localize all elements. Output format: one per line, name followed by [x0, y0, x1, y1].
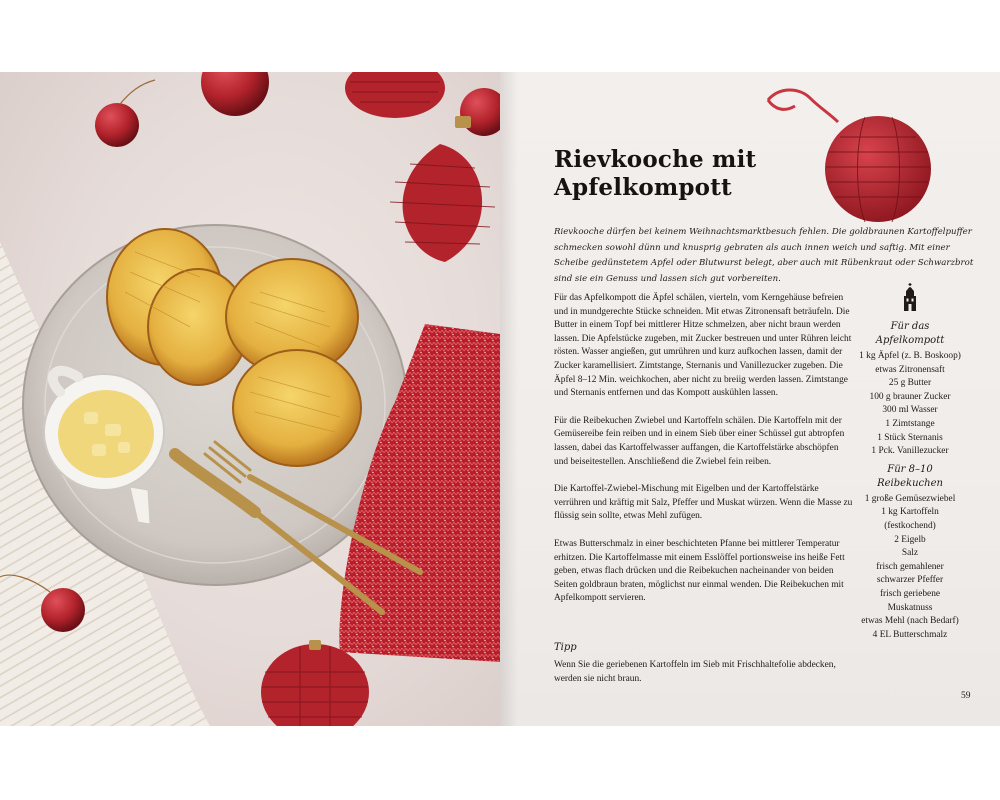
ingredient-item: 1 Pck. Vanillezucker — [871, 446, 949, 457]
christmas-bauble — [95, 103, 139, 147]
instruction-paragraph: Für die Reibekuchen Zwiebel und Kartoffeln schälen. Die Kartoffeln mit der Gemüsereibe fein reiben und in einem Sieb über einer Schüssel gut abtropfen lassen, dabei das Kartoffelwasser auffangen, die Kartoffelstärke abschöpfen und beiseitestellen. Anschließend die Zwiebel fein reiben. — [554, 415, 845, 467]
ingredient-item: etwas Mehl (nach Bedarf) — [861, 616, 959, 627]
recipe-instructions — [554, 292, 854, 620]
ingredient-item: Muskatnuss — [887, 602, 933, 613]
food-photo-illustration — [0, 72, 500, 726]
ingredient-item: 100 g brauner Zucker — [869, 391, 951, 402]
ingredient-item: 1 Stück Sternanis — [877, 432, 943, 443]
ingredient-item: schwarzer Pfeffer — [876, 575, 944, 586]
tip-heading: Tipp — [554, 642, 577, 653]
recipe-title-line2: Apfelkompott — [554, 174, 732, 201]
ingredients-list — [855, 282, 965, 642]
ingredient-item: Salz — [901, 548, 919, 559]
instruction-paragraph: Die Kartoffel-Zwiebel-Mischung mit Eigelben und der Kartoffelstärke verrühren und kräftig mit Salz, Pfeffer und Muskat würzen. Wenn die Masse zu flüssig sein sollte, etwas Mehl zufügen. — [554, 484, 853, 522]
church-icon — [900, 282, 920, 312]
paper-ornament — [390, 144, 495, 262]
recipe-title — [554, 146, 834, 202]
book-spread — [0, 72, 1000, 726]
ingredient-group-title: Für 8–10 Reibekuchen — [877, 463, 943, 489]
tip-text: Wenn Sie die geriebenen Kartoffeln im Sieb mit Frischhaltefolie abdecken, werden sie nicht braun. — [554, 660, 836, 684]
ingredient-item: frisch geriebene — [879, 588, 941, 599]
ingredient-item: 1 kg Äpfel (z. B. Boskoop) — [859, 351, 961, 361]
recipe-title-line1: Rievkooche mit — [554, 146, 757, 173]
ingredient-item: 1 große Gemüsezwiebel — [864, 493, 956, 504]
ingredient-item: 25 g Butter — [888, 378, 932, 389]
page-number: 59 — [961, 691, 971, 701]
christmas-bauble — [41, 588, 85, 632]
ingredient-item: 2 Eigelb — [894, 534, 926, 545]
ingredient-item: 4 EL Butterschmalz — [872, 629, 948, 640]
ingredient-group-title: Für das Apfelkompott — [875, 321, 945, 346]
ingredient-item: (festkochend) — [884, 520, 936, 531]
ingredient-item: frisch gemahlener — [876, 561, 944, 572]
recipe-page — [500, 72, 1000, 726]
recipe-intro: Rievkooche dürfen bei keinem Weihnachtsmarktbesuch fehlen. Die goldbraunen Kartoffelpuffer schmecken sowohl dünn und knusprig gebraten als auch innen weich und saftig. Mit einer Scheibe gedünstetem Apfel oder Blutwurst belegt, aber auch mit Rübenkraut oder Schwarzbrot sind sie ein Genuss und lassen sich gut vorbereiten. — [554, 227, 974, 284]
instruction-paragraph: Etwas Butterschmalz in einer beschichteten Pfanne bei mittlerer Temperatur erhitzen. Die Kartoffelmasse mit einem Esslöffel portionsweise ins heiße Fett geben, etwas flach drücken und die Reibekuchen nacheinander von beiden Seiten goldbraun braten, möglichst nur einmal wenden. Die Reibekuchen mit Apfelkompott servieren. — [554, 538, 845, 604]
red-apple — [201, 72, 269, 116]
potato-pancake — [233, 350, 361, 466]
ingredient-item: 300 ml Wasser — [882, 405, 938, 416]
ingredient-item: 1 kg Kartoffeln — [881, 507, 939, 518]
paper-ornament — [261, 640, 369, 726]
ingredient-item: etwas Zitronensaft — [875, 364, 945, 375]
ingredient-item: 1 Zimtstange — [885, 418, 935, 429]
recipe-photo — [0, 72, 500, 726]
paper-ornament — [345, 72, 445, 118]
instruction-paragraph: Für das Apfelkompott die Äpfel schälen, vierteln, vom Kerngehäuse befreien und in mundgerechte Stücke schneiden. Mit etwas Zitronensaft beträufeln. Die Butter in einem Topf bei mittlerer Hitze schmelzen, aber nicht braun werden lassen. Die Apfelstücke zugeben, mit Zucker bestreuen und unter Rühren leicht rösten. Wasser angießen, gut umrühren und kurz aufkochen lassen, damit der Zucker karamellisiert. Zimtstange, Sternanis und Vanillezucker zugeben. Die Äpfel 8–12 Min. weichkochen, aber nicht zu breiig werden lassen. Zimtstange und Sternanis entfernen und das Kompott auskühlen lassen. — [554, 293, 852, 399]
